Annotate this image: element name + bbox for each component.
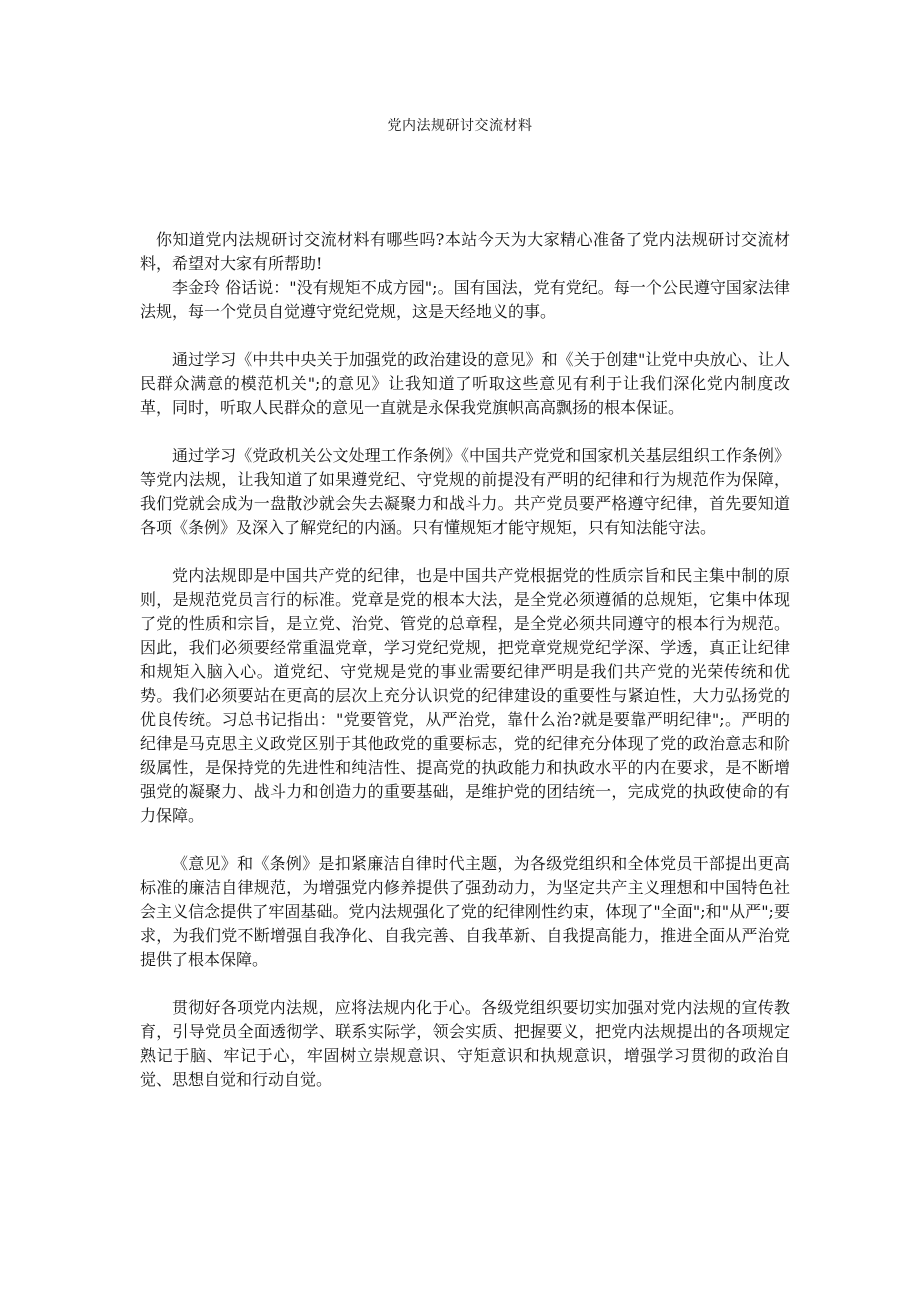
paragraph-party-discipline: 党内法规即是中国共产党的纪律，也是中国共产党根据党的性质宗旨和民主集中制的原则，是规范党员言行的标准。党章是党的根本大法，是全党必须遵循的总规矩，它集中体现了党的性质和宗旨，是立党、治党、管党的总章程，是全党必须共同遵守的根本行为规范。因此，我们必须要经常重温党章，学习党纪党规，把党章党规党纪学深、学透，真正让纪律和规矩入脑入心。道党纪、守党规是党的事业需要纪律严明是我们共产党的光荣传统和优势。我们必须要站在更高的层次上充分认识党的纪律建设的重要性与紧迫性，大力弘扬党的优良传统。习总书记指出："党要管党，从严治党，靠什么治?就是要靠严明纪律";。严明的纪律是马克思主义政党区别于其他政党的重要标志，党的纪律充分体现了党的政治意志和阶级属性，是保持党的先进性和纯洁性、提高党的执政能力和执政水平的内在要求，是不断增强党的凝聚力、战斗力和创造力的重要基础，是维护党的团结统一，完成党的执政使命的有力保障。: [140, 566, 790, 825]
paragraph-regulations-study: 通过学习《党政机关公文处理工作条例》《中国共产党党和国家机关基层组织工作条例》等党内法规，让我知道了如果遵党纪、守党规的前提没有严明的纪律和行为规范作为保障，我们党就会成为一盘散沙就会失去凝聚力和战斗力。共产党员要严格遵守纪律，首先要知道各项《条例》及深入了解党纪的内涵。只有懂规矩才能守规矩，只有知法能守法。: [140, 446, 790, 537]
paragraph-opinions-study: 通过学习《中共中央关于加强党的政治建设的意见》和《关于创建"让党中央放心、让人民群众满意的模范机关";的意见》让我知道了听取这些意见有利于让我们深化党内制度改革，同时，听取人民群众的意见一直就是永保我党旗帜高高飘扬的根本保证。: [140, 350, 790, 417]
document-title: 党内法规研讨交流材料: [387, 118, 533, 134]
paragraph-implementation: 贯彻好各项党内法规，应将法规内化于心。各级党组织要切实加强对党内法规的宣传教育，引导党员全面透彻学、联系实际学，领会实质、把握要义，把党内法规提出的各项规定熟记于脑、牢记于心，牢固树立崇规意识、守矩意识和执规意识，增强学习贯彻的政治自觉、思想自觉和行动自觉。: [140, 998, 790, 1089]
paragraph-integrity-standards: 《意见》和《条例》是扣紧廉洁自律时代主题，为各级党组织和全体党员干部提出更高标准的廉洁自律规范，为增强党内修养提供了强劲动力，为坚定共产主义理想和中国特色社会主义信念提供了牢固基础。党内法规强化了党的纪律刚性约束，体现了"全面";和"从严";要求，为我们党不断增强自我净化、自我完善、自我革新、自我提高能力，推进全面从严治党提供了根本保障。: [140, 854, 790, 969]
document-body: [140, 228, 790, 1092]
paragraph-intro: 你知道党内法规研讨交流材料有哪些吗?本站今天为大家精心准备了党内法规研讨交流材料，希望对大家有所帮助!: [140, 230, 790, 273]
paragraph-author-saying: 李金玲 俗话说："没有规矩不成方园";。国有国法，党有党纪。每一个公民遵守国家法律法规，每一个党员自觉遵守党纪党规，这是天经地义的事。: [140, 278, 790, 321]
